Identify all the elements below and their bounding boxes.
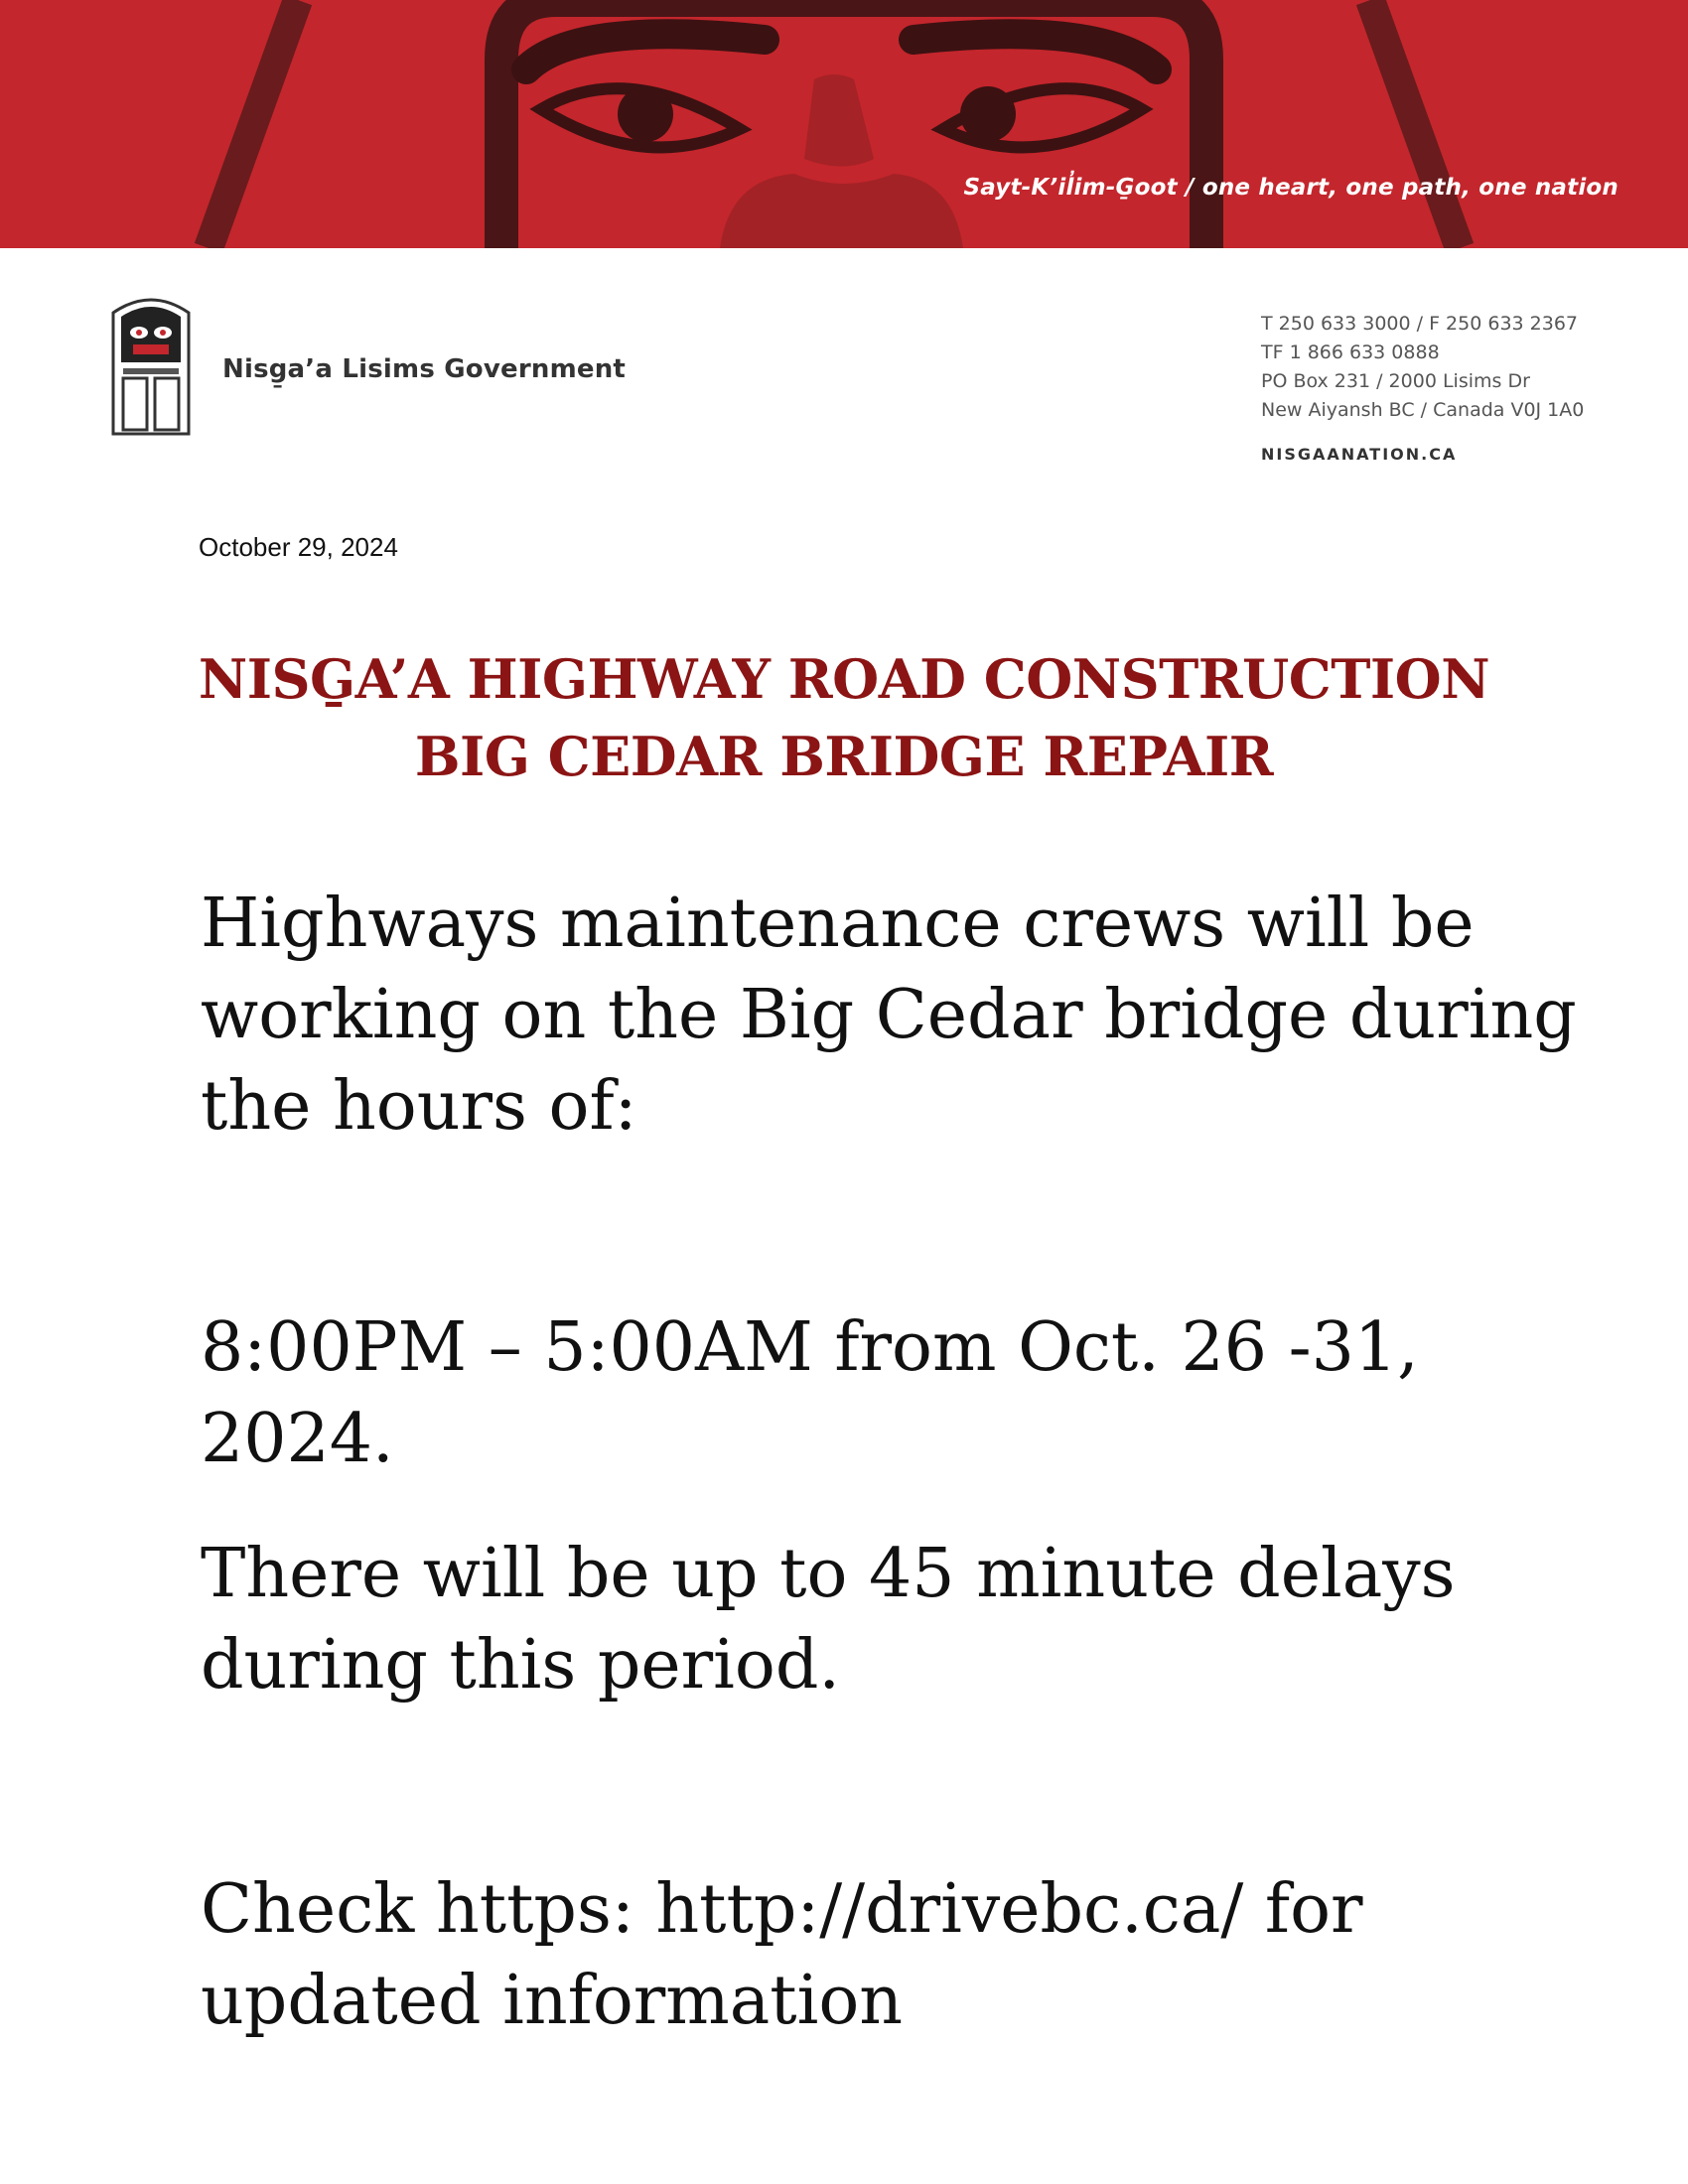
body-paragraph: Check https: http://drivebc.ca/ for updated information (201, 1870, 1363, 2040)
organization-logo (107, 293, 626, 440)
contact-line: PO Box 231 / 2000 Lisims Dr (1261, 370, 1530, 392)
headline-line: NISG̱A’A HIGHWAY ROAD CONSTRUCTION (198, 647, 1490, 711)
contact-info (1261, 310, 1584, 469)
body-paragraph: 8:00PM – 5:00AM from Oct. 26 -31, 2024. (201, 1308, 1419, 1478)
document-headline (99, 640, 1589, 795)
headline-line: BIG CEDAR BRIDGE REPAIR (414, 725, 1274, 788)
banner-tagline: Sayt-K’il̓im-G̱oot / one heart, one path, one nation (963, 175, 1618, 201)
document-date: October 29, 2024 (199, 532, 398, 562)
contact-line: TF 1 866 633 0888 (1261, 341, 1440, 363)
website-link[interactable]: NISGAANATION.CA (1261, 445, 1458, 464)
body-paragraph: Highways maintenance crews will be working on the Big Cedar bridge during the hours of: (201, 885, 1577, 1146)
contact-line: New Aiyansh BC / Canada V0J 1A0 (1261, 399, 1585, 421)
crest-icon (107, 293, 195, 440)
body-paragraph: There will be up to 45 minute delays during this period. (201, 1535, 1456, 1705)
contact-line: T 250 633 3000 / F 250 633 2367 (1261, 313, 1579, 335)
header-banner (0, 0, 1688, 248)
organization-name: Nisg̱a’a Lisims Government (222, 354, 627, 384)
carved-face-artwork (0, 0, 1688, 248)
